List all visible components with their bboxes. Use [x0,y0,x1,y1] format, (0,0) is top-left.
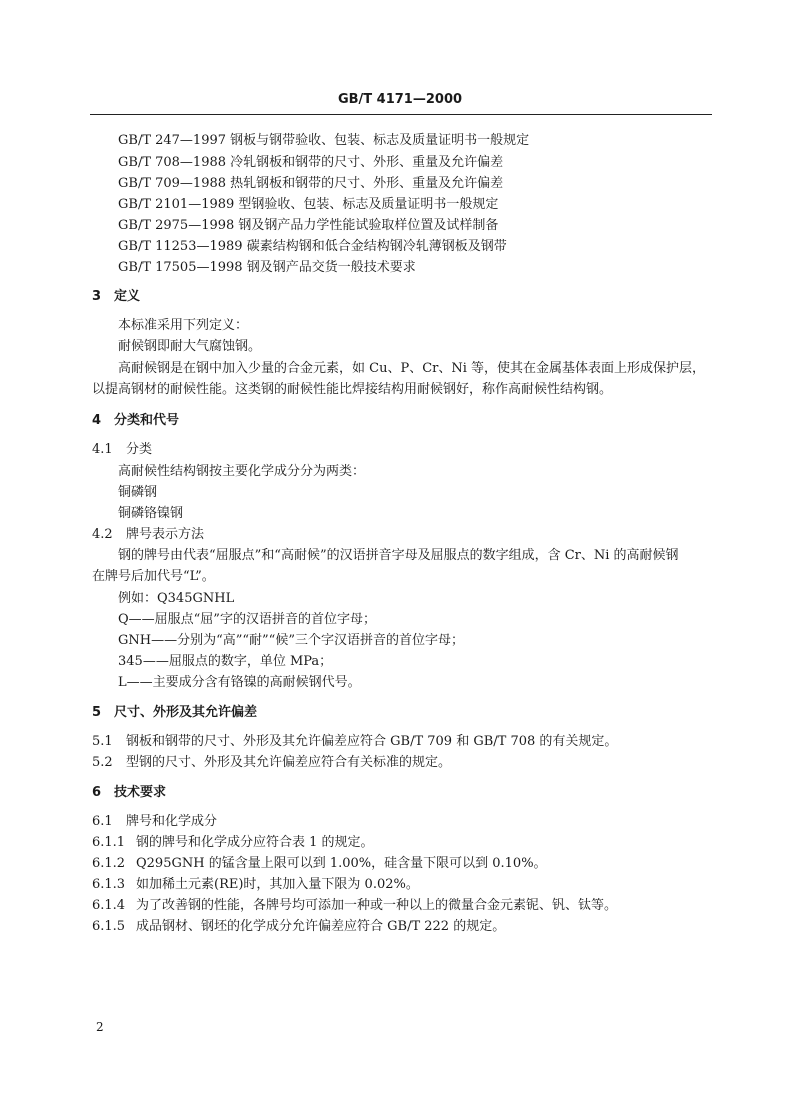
section-title: 定义 [114,289,141,304]
section-number: 4 [92,413,102,428]
clause-6-1-3 [92,873,419,892]
subsection-4-1-heading [92,438,152,457]
paragraph: 耐候钢即耐大气腐蚀钢。 [118,339,262,354]
clause-text: 钢板和钢带的尺寸、外形及其允许偏差应符合 GB/T 709 和 GB/T 708 的有关规定。 [126,734,618,749]
section-4-heading [92,409,179,428]
section-title: 尺寸、外形及其允许偏差 [114,705,258,720]
clause-text: 成品钢材、钢坯的化学成分允许偏差应符合 GB/T 222 的规定。 [136,919,506,934]
clause-6-1-5 [92,915,505,934]
document-header: GB/T 4171—2000 [337,92,463,107]
clause-number: 5.2 [92,755,113,770]
clause-number: 6.1.4 [92,898,126,913]
clause-5-1 [92,730,617,749]
clause-text: Q295GNH 的锰含量上限可以到 1.00%，硅含量下限可以到 0.10%。 [136,856,547,871]
reference-item: GB/T 708—1988 冷轧钢板和钢带的尺寸、外形、重量及允许偏差 [118,155,504,170]
subsection-title: 牌号和化学成分 [126,814,218,829]
clause-5-2 [92,751,451,770]
subsection-number: 4.1 [92,442,113,457]
section-number: 3 [92,289,102,304]
section-number: 6 [92,785,102,800]
paragraph: 在牌号后加代号“L”。 [92,569,215,584]
header-rule [90,114,712,115]
clause-number: 5.1 [92,734,113,749]
section-5-heading [92,701,257,720]
clause-6-1-4 [92,894,617,913]
reference-item: GB/T 2101—1989 型钢验收、包装、标志及质量证明书一般规定 [118,197,499,212]
clause-text: 如加稀土元素(RE)时，其加入量下限为 0.02%。 [136,877,419,892]
section-title: 分类和代号 [114,413,180,428]
clause-text: 钢的牌号和化学成分应符合表 1 的规定。 [136,835,374,850]
clause-text: 型钢的尺寸、外形及其允许偏差应符合有关标准的规定。 [126,755,452,770]
clause-6-1-2 [92,852,547,871]
clause-number: 6.1.3 [92,877,126,892]
reference-item: GB/T 17505—1998 钢及钢产品交货一般技术要求 [118,260,416,275]
definition-line: Q——屈服点“屈”字的汉语拼音的首位字母； [118,612,376,627]
reference-item: GB/T 247—1997 钢板与钢带验收、包装、标志及质量证明书一般规定 [118,133,530,148]
example-line: 例如：Q345GNHL [118,591,235,606]
definition-line: 345——屈服点的数字，单位 MPa； [118,654,333,669]
paragraph: 高耐候性结构钢按主要化学成分分为两类： [118,464,366,479]
section-3-heading [92,285,140,304]
paragraph: 钢的牌号由代表“屈服点”和“高耐候”的汉语拼音字母及屈服点的数字组成，含 Cr、Ni 的高耐候钢 [118,548,679,563]
list-item: 铜磷钢 [118,485,158,500]
definition-line: GNH——分别为“高”“耐”“候”三个字汉语拼音的首位字母； [118,633,464,648]
subsection-title: 分类 [126,442,153,457]
definition-line: L——主要成分含有铬镍的高耐候钢代号。 [118,675,361,690]
paragraph: 高耐候钢是在钢中加入少量的合金元素，如 Cu、P、Cr、Ni 等，使其在金属基体表面上形成保护层， [118,361,706,376]
section-title: 技术要求 [114,785,167,800]
clause-6-1-1 [92,831,374,850]
clause-text: 为了改善钢的性能，各牌号均可添加一种或一种以上的微量合金元素铌、钒、钛等。 [136,898,618,913]
subsection-number: 6.1 [92,814,113,829]
subsection-4-2-heading [92,523,204,542]
section-6-heading [92,781,166,800]
paragraph: 以提高钢材的耐候性能。这类钢的耐候性能比焊接结构用耐候钢好，称作高耐候性结构钢。 [92,382,613,397]
clause-number: 6.1.5 [92,919,126,934]
subsection-number: 4.2 [92,527,113,542]
section-number: 5 [92,705,102,720]
reference-item: GB/T 11253—1989 碳素结构钢和低合金结构钢冷轧薄钢板及钢带 [118,239,507,254]
subsection-title: 牌号表示方法 [126,527,205,542]
subsection-6-1-heading [92,810,217,829]
reference-item: GB/T 709—1988 热轧钢板和钢带的尺寸、外形、重量及允许偏差 [118,176,504,191]
paragraph: 本标准采用下列定义： [118,318,249,333]
list-item: 铜磷铬镍钢 [118,506,184,521]
page-number: 2 [96,1020,104,1034]
reference-item: GB/T 2975—1998 钢及钢产品力学性能试验取样位置及试样制备 [118,218,499,233]
clause-number: 6.1.1 [92,835,126,850]
clause-number: 6.1.2 [92,856,126,871]
